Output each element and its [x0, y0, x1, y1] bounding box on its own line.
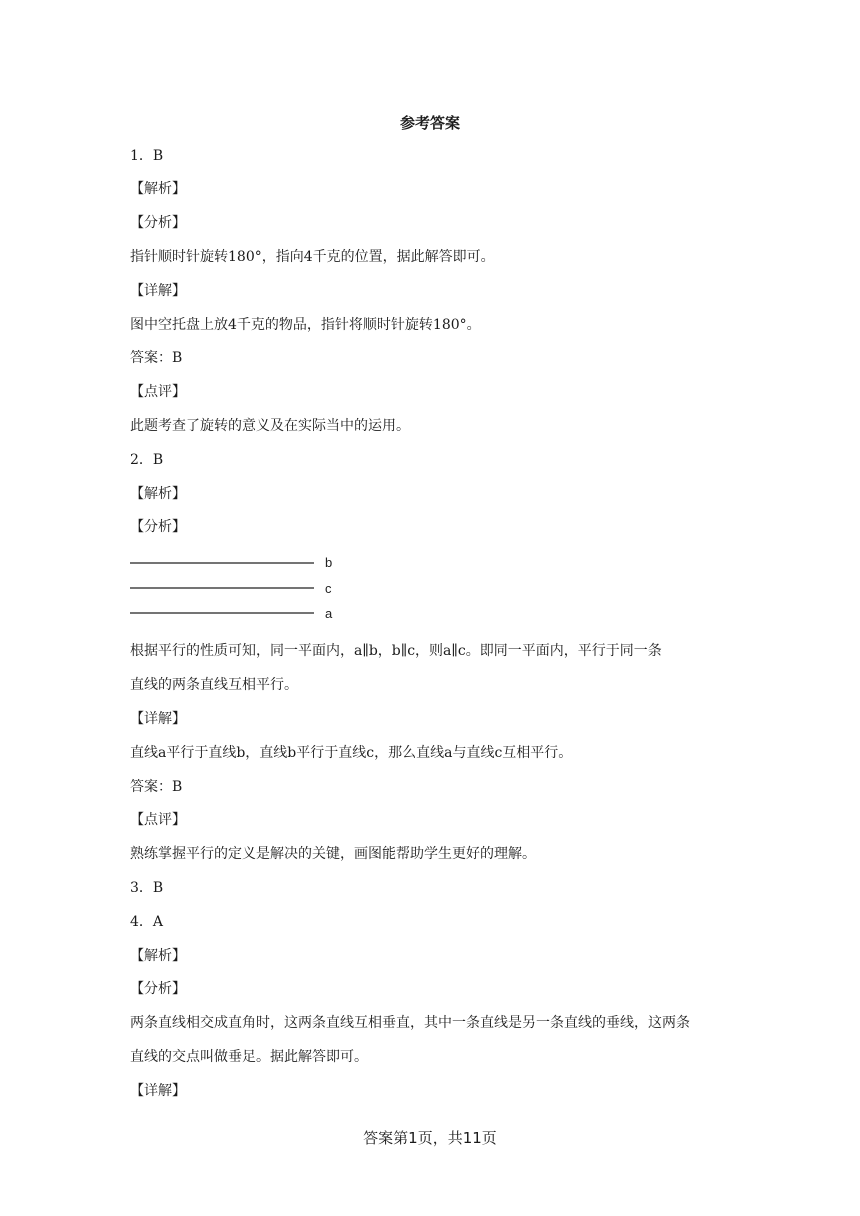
- comment-text: 此题考查了旋转的意义及在实际当中的运用。: [130, 418, 410, 434]
- page-footer: 答案第1页，共11页: [363, 1129, 497, 1147]
- section-dianping: 【点评】: [130, 384, 186, 400]
- section-jiexi: 【解析】: [130, 948, 186, 964]
- detail-text: 直线a平行于直线b，直线b平行于直线c，那么直线a与直线c互相平行。: [130, 745, 573, 761]
- section-jiexi: 【解析】: [130, 486, 186, 502]
- label-c: c: [325, 581, 332, 596]
- section-fenxi: 【分析】: [130, 981, 186, 997]
- answer-2: 2．B: [130, 452, 164, 468]
- analysis-text-cont: 直线的交点叫做垂足。据此解答即可。: [130, 1049, 368, 1065]
- section-fenxi: 【分析】: [130, 215, 186, 231]
- section-dianping: 【点评】: [130, 812, 186, 828]
- comment-text: 熟练掌握平行的定义是解决的关键，画图能帮助学生更好的理解。: [130, 846, 536, 862]
- label-a: a: [325, 606, 333, 621]
- section-jiexi: 【解析】: [130, 181, 186, 197]
- section-fenxi: 【分析】: [130, 519, 186, 535]
- analysis-text: 指针顺时针旋转180°，指向4千克的位置，据此解答即可。: [130, 249, 495, 265]
- section-xiangjie: 【详解】: [130, 1083, 186, 1099]
- analysis-text: 两条直线相交成直角时，这两条直线互相垂直，其中一条直线是另一条直线的垂线，这两条: [130, 1015, 690, 1031]
- answer-4: 4．A: [130, 914, 164, 930]
- section-xiangjie: 【详解】: [130, 711, 186, 727]
- detail-text: 图中空托盘上放4千克的物品，指针将顺时针旋转180°。: [130, 317, 481, 333]
- page-title: 参考答案: [399, 114, 460, 132]
- answer-1: 1．B: [130, 148, 164, 164]
- analysis-text-cont: 直线的两条直线互相平行。: [130, 677, 298, 693]
- parallel-lines-figure: [128, 551, 348, 623]
- answer-3: 3．B: [130, 880, 164, 896]
- section-xiangjie: 【详解】: [130, 283, 186, 299]
- answer-label: 答案：B: [130, 350, 183, 366]
- analysis-text: 根据平行的性质可知，同一平面内，a∥b，b∥c，则a∥c。即同一平面内，平行于同一条: [130, 643, 662, 659]
- answer-label: 答案：B: [130, 779, 183, 795]
- label-b: b: [325, 555, 333, 570]
